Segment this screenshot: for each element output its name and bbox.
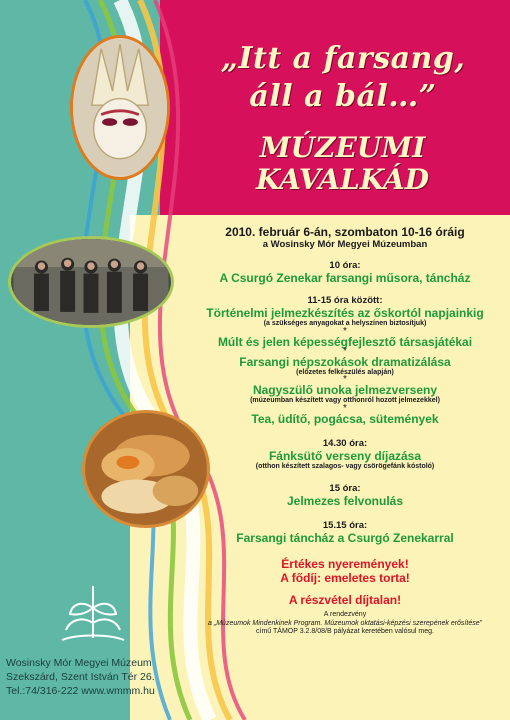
event-date: 2010. február 6-án, szombaton 10-16 óráig	[225, 225, 465, 239]
slot1-event: A Csurgó Zenekar farsangi műsora, táncház	[219, 271, 471, 285]
event-venue: a Wosinsky Mór Megyei Múzeumban	[262, 239, 428, 250]
prize-line-1: Értékes nyeremények!	[281, 557, 409, 571]
event-schedule	[180, 225, 510, 637]
slot2-item3: Farsangi népszokások dramatizálása	[239, 354, 451, 369]
slot2-note: (a szükséges anyagokat a helyszínen biztosítjuk)	[263, 320, 427, 327]
subtitle-text: MÚZEUMI KAVALKÁD	[255, 131, 430, 196]
slot2-event: Történelmi jelmezkészítés az őskortól napjainkig	[206, 306, 484, 320]
prize-line-2: A fődíj: emeletes torta!	[280, 571, 410, 585]
museum-logo-icon	[52, 578, 134, 646]
separator-star: *	[343, 325, 347, 337]
separator-star: *	[343, 374, 347, 385]
slot4-time: 15 óra:	[329, 483, 361, 494]
separator-star: *	[343, 345, 347, 357]
slot2-item2: Múlt és jelen képességfejlesztő társasjátékai	[217, 334, 473, 349]
slot2-item3-note: (előzetes felkészülés alapján)	[296, 368, 394, 376]
slot1-time: 10 óra:	[329, 260, 361, 271]
free-admission: A részvétel díjtalan!	[288, 593, 402, 607]
slot3-time: 14.30 óra:	[322, 437, 368, 449]
footer-line-1: A rendezvény	[323, 611, 367, 618]
museum-name: Wosinsky Mór Megyei Múzeum	[6, 657, 152, 669]
museum-contact-info	[6, 656, 176, 698]
slot4-event: Jelmezes felvonulás	[286, 494, 404, 508]
slot3-note: (otthon készített szalagos- vagy csörögefánk kóstoló)	[255, 462, 435, 470]
slot2-item5: Tea, üdítő, pogácsa, sütemények	[251, 411, 439, 426]
band-photo	[8, 236, 174, 328]
slot2-time: 11-15 óra között:	[307, 295, 383, 306]
slot2-item4-note: (múzeumban készített vagy otthonról hozott jelmezekkel)	[250, 397, 440, 404]
slot2-item4: Nagyszülő unoka jelmezverseny	[252, 383, 438, 397]
poster-title	[178, 40, 508, 116]
venetian-mask-photo	[70, 35, 170, 180]
footer-line-3: című TÁMOP 3.2.8/08/B pályázat keretében valósul meg.	[256, 628, 434, 635]
title-line-1: „Itt a farsang,	[220, 41, 466, 76]
museum-contact: Tel.:74/316-222 www.wmmm.hu	[6, 685, 155, 697]
title-line-2: áll a bál…”	[249, 79, 437, 114]
separator-star: *	[343, 402, 347, 414]
museum-address: Szekszárd, Szent István Tér 26.	[6, 671, 155, 683]
slot5-event: Farsangi táncház a Csurgó Zenekarral	[236, 531, 454, 545]
footer-line-2: a „Múzeumok Mindenkinek Program. Múzeumok oktatási-képzési szerepének erősítése”	[208, 619, 482, 627]
slot5-time: 15.15 óra:	[322, 520, 368, 531]
poster-subtitle	[185, 132, 500, 196]
slot3-event: Fánksütő verseny díjazása	[268, 448, 422, 463]
